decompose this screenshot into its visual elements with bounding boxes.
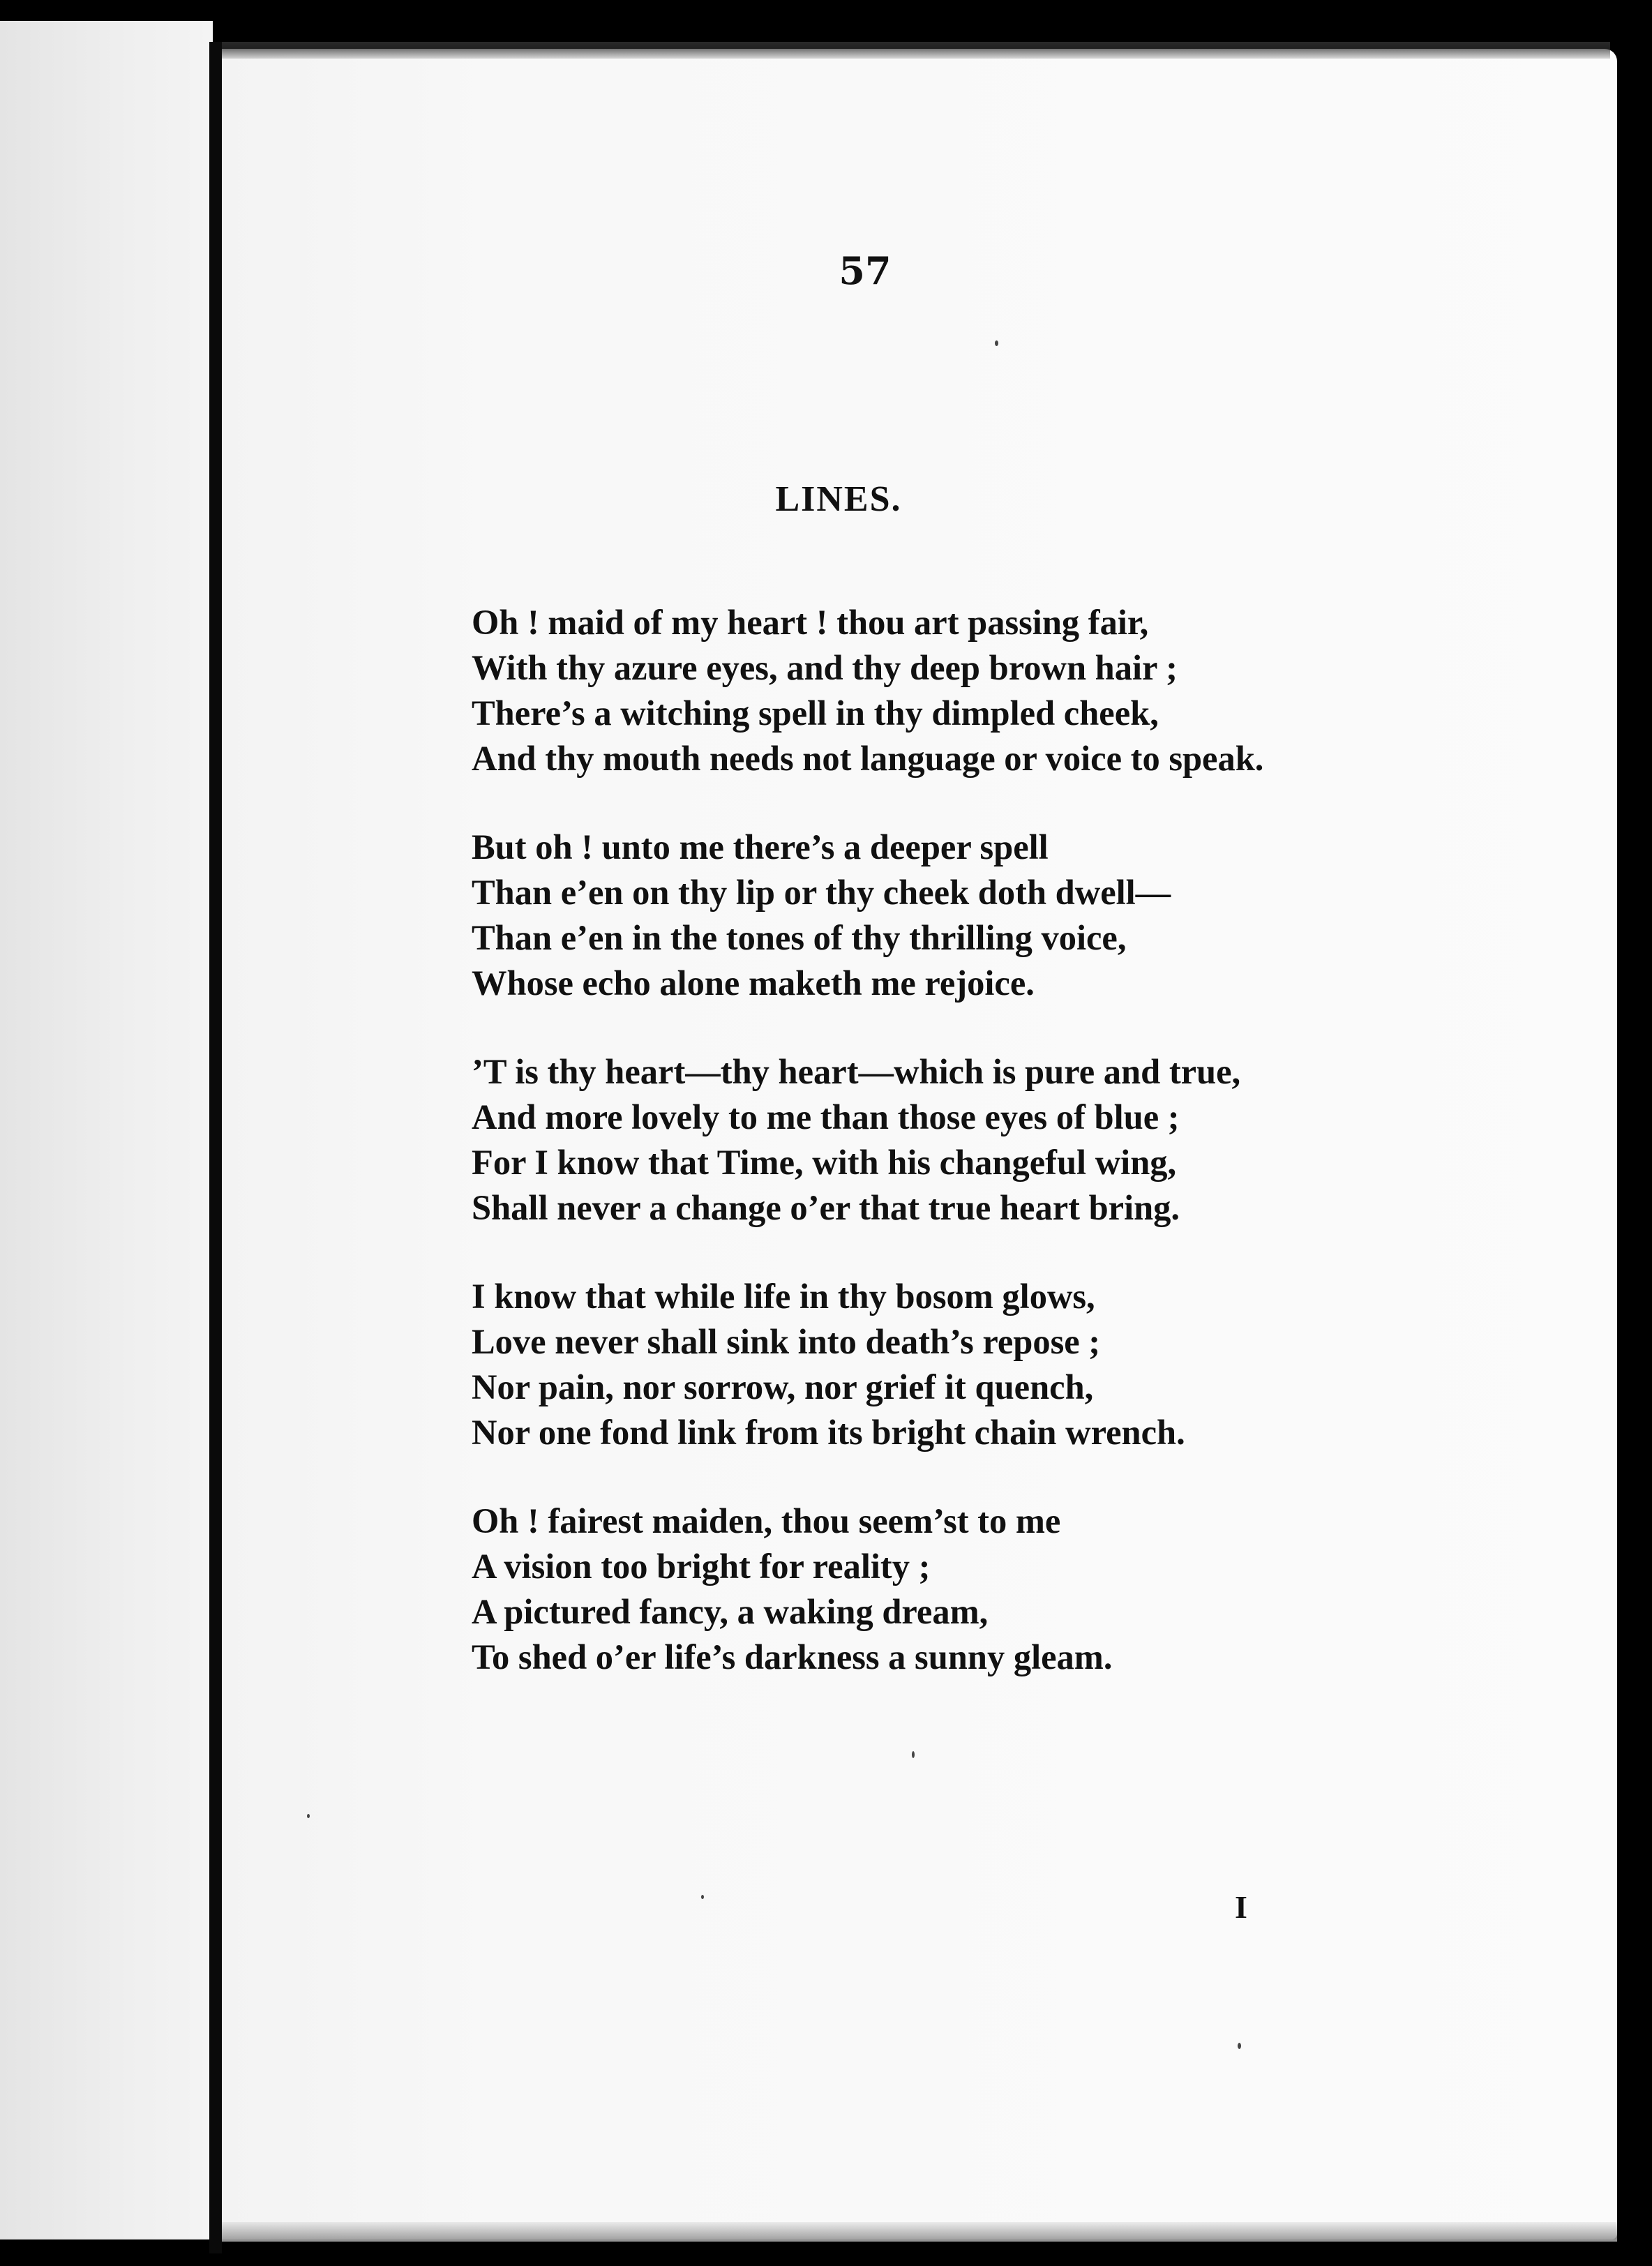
stanza-2	[472, 825, 1616, 1006]
poem-line: Nor pain, nor sorrow, nor grief it quench,	[472, 1367, 1094, 1406]
poem-title: LINES.	[775, 479, 902, 519]
stanza-1	[472, 600, 1616, 781]
book-gutter	[209, 42, 222, 2253]
paper-speck	[995, 340, 998, 346]
poem-line: To shed o’er life’s darkness a sunny gleam.	[472, 1637, 1113, 1676]
poem-body	[472, 600, 1616, 1723]
poem-line: For I know that Time, with his changeful wing,	[472, 1143, 1177, 1182]
poem-line: Love never shall sink into death’s repose ;	[472, 1322, 1101, 1361]
poem-line: And thy mouth needs not language or voice to speak.	[472, 739, 1264, 778]
poem-line: A pictured fancy, a waking dream,	[472, 1592, 989, 1631]
poem-line: And more lovely to me than those eyes of blue ;	[472, 1097, 1180, 1136]
poem-line: Than e’en on thy lip or thy cheek doth dwell—	[472, 873, 1171, 912]
paper-speck	[1238, 2043, 1241, 2049]
paper-speck	[701, 1895, 704, 1899]
paper-speck	[912, 1751, 915, 1758]
poem-line: Shall never a change o’er that true heart bring.	[472, 1188, 1180, 1227]
page-top-shadow	[222, 42, 1610, 59]
poem-line: There’s a witching spell in thy dimpled cheek,	[472, 693, 1159, 733]
poem-line: A vision too bright for reality ;	[472, 1547, 931, 1586]
facing-page-edge	[0, 21, 213, 2239]
stanza-4	[472, 1274, 1616, 1455]
page-bottom-edge	[222, 2222, 1617, 2242]
poem-line: With thy azure eyes, and thy deep brown hair ;	[472, 648, 1178, 687]
printer-signature-mark: I	[1235, 1889, 1247, 1925]
poem-line: Whose echo alone maketh me rejoice.	[472, 963, 1035, 1003]
stanza-5	[472, 1499, 1616, 1680]
stanza-3	[472, 1049, 1616, 1231]
poem-line: Oh ! maid of my heart ! thou art passing fair,	[472, 603, 1149, 642]
poem-line: But oh ! unto me there’s a deeper spell	[472, 827, 1049, 866]
poem-line: Oh ! fairest maiden, thou seem’st to me	[472, 1501, 1061, 1540]
poem-line: I know that while life in thy bosom glows,	[472, 1277, 1095, 1316]
poem-line: Nor one fond link from its bright chain wrench.	[472, 1413, 1185, 1452]
poem-line: ’T is thy heart—thy heart—which is pure and true,	[472, 1052, 1241, 1091]
paper-speck	[307, 1814, 310, 1818]
page-number: 57	[839, 248, 892, 293]
poem-line: Than e’en in the tones of thy thrilling voice,	[472, 918, 1127, 957]
